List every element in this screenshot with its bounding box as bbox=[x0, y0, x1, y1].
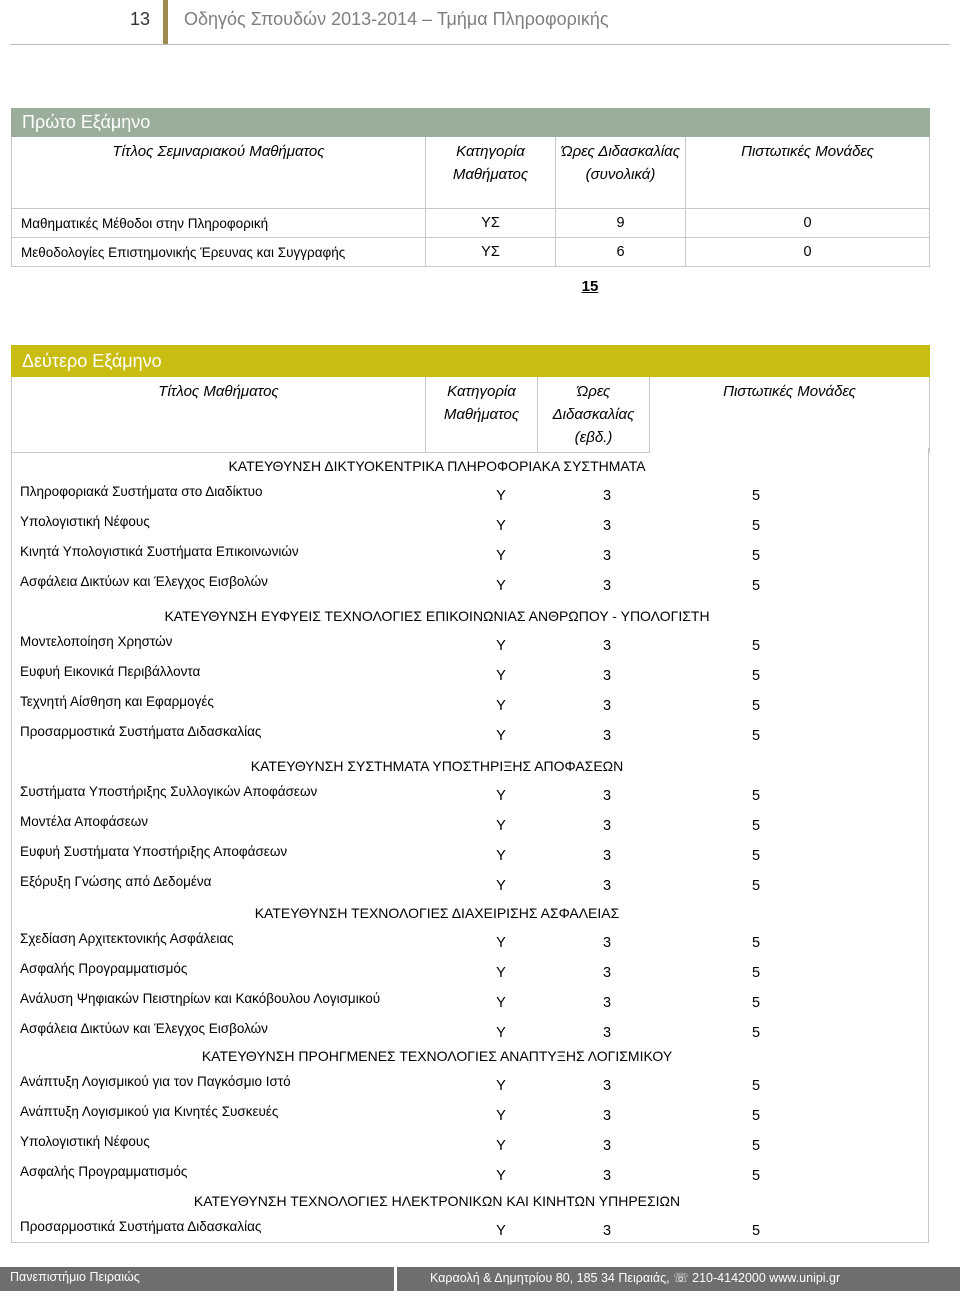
course-category: Υ bbox=[496, 728, 506, 744]
course-category: Υ bbox=[496, 935, 506, 951]
course-ects: 5 bbox=[751, 638, 761, 654]
header-divider bbox=[163, 0, 168, 44]
course-ects: 5 bbox=[751, 1108, 761, 1124]
course-hours: 3 bbox=[602, 848, 612, 864]
course-title: Μοντελοποίηση Χρηστών bbox=[20, 634, 173, 649]
course-ects: 5 bbox=[751, 848, 761, 864]
course-hours: 9 bbox=[556, 209, 686, 238]
course-category: Υ bbox=[496, 698, 506, 714]
course-ects: 5 bbox=[751, 818, 761, 834]
course-title: Ασφαλής Προγραμματισμός bbox=[20, 961, 188, 976]
column-header-title: Τίτλος Σεμιναριακού Μαθήματος bbox=[12, 137, 426, 209]
course-ects: 5 bbox=[751, 578, 761, 594]
course-title: Ανάπτυξη Λογισμικού για τον Παγκόσμιο Ιστό bbox=[20, 1074, 291, 1089]
course-category: Υ bbox=[496, 488, 506, 504]
course-hours: 3 bbox=[602, 1223, 612, 1239]
column-header-title: Τίτλος Μαθήματος bbox=[12, 377, 426, 453]
direction-heading: ΚΑΤΕΥΘΥΝΣΗ ΤΕΧΝΟΛΟΓΙΕΣ ΗΛΕΚΤΡΟΝΙΚΩΝ ΚΑΙ ΚΙΝΗΤΩΝ ΥΠΗΡΕΣΙΩΝ bbox=[193, 1193, 681, 1209]
direction-heading: ΚΑΤΕΥΘΥΝΣΗ ΕΥΦΥΕΙΣ ΤΕΧΝΟΛΟΓΙΕΣ ΕΠΙΚΟΙΝΩΝΙΑΣ ΑΝΘΡΩΠΟΥ - ΥΠΟΛΟΓΙΣΤΗ bbox=[164, 608, 710, 624]
course-ects: 5 bbox=[751, 935, 761, 951]
course-title: Υπολογιστική Νέφους bbox=[20, 514, 150, 529]
course-category: Υ bbox=[496, 995, 506, 1011]
course-category: Υ bbox=[496, 1138, 506, 1154]
course-hours: 6 bbox=[556, 238, 686, 267]
course-title: Ασφαλής Προγραμματισμός bbox=[20, 1164, 188, 1179]
course-category: Υ bbox=[496, 668, 506, 684]
column-header-hours: Ώρες Διδασκαλίας (συνολικά) bbox=[556, 137, 686, 209]
second-semester-table bbox=[11, 345, 930, 453]
course-hours: 3 bbox=[602, 878, 612, 894]
second-semester-courses bbox=[11, 448, 929, 1243]
course-ects: 5 bbox=[751, 1025, 761, 1041]
course-ects: 5 bbox=[751, 995, 761, 1011]
course-category: Υ bbox=[496, 518, 506, 534]
footer-contact: Καραολή & Δημητρίου 80, 185 34 Πειραιάς, ☏ 210-4142000 www.unipi.gr bbox=[430, 1271, 841, 1285]
course-hours: 3 bbox=[602, 488, 612, 504]
column-header-category: Κατηγορία Μαθήματος bbox=[426, 137, 556, 209]
direction-heading: ΚΑΤΕΥΘΥΝΣΗ ΔΙΚΤΥΟΚΕΝΤΡΙΚΑ ΠΛΗΡΟΦΟΡΙΑΚΑ ΣΥΣΤΗΜΑΤΑ bbox=[228, 458, 646, 474]
course-ects: 5 bbox=[751, 698, 761, 714]
course-hours: 3 bbox=[602, 728, 612, 744]
course-category: ΥΣ bbox=[426, 238, 556, 267]
course-hours: 3 bbox=[602, 518, 612, 534]
course-title: Εξόρυξη Γνώσης από Δεδομένα bbox=[20, 874, 212, 889]
course-category: Υ bbox=[496, 1168, 506, 1184]
course-ects: 5 bbox=[751, 668, 761, 684]
course-category: Υ bbox=[496, 818, 506, 834]
course-ects: 5 bbox=[751, 488, 761, 504]
table-row bbox=[12, 238, 930, 267]
course-category: Υ bbox=[496, 1025, 506, 1041]
course-hours: 3 bbox=[602, 995, 612, 1011]
course-category: ΥΣ bbox=[426, 209, 556, 238]
course-title: Συστήματα Υποστήριξης Συλλογικών Αποφάσεων bbox=[20, 784, 318, 799]
direction-heading: ΚΑΤΕΥΘΥΝΣΗ ΠΡΟΗΓΜΕΝΕΣ ΤΕΧΝΟΛΟΓΙΕΣ ΑΝΑΠΤΥΞΗΣ ΛΟΓΙΣΜΙΚΟΥ bbox=[201, 1048, 673, 1064]
course-title: Κινητά Υπολογιστικά Συστήματα Επικοινωνιών bbox=[20, 544, 299, 559]
course-ects: 5 bbox=[751, 518, 761, 534]
course-ects: 5 bbox=[751, 1078, 761, 1094]
course-hours: 3 bbox=[602, 1025, 612, 1041]
course-hours: 3 bbox=[602, 668, 612, 684]
course-title: Μεθοδολογίες Επιστημονικής Έρευνας και Συγγραφής bbox=[12, 238, 426, 267]
course-category: Υ bbox=[496, 1223, 506, 1239]
course-hours: 3 bbox=[602, 1108, 612, 1124]
course-ects: 5 bbox=[751, 548, 761, 564]
direction-heading: ΚΑΤΕΥΘΥΝΣΗ ΤΕΧΝΟΛΟΓΙΕΣ ΔΙΑΧΕΙΡΙΣΗΣ ΑΣΦΑΛΕΙΑΣ bbox=[254, 905, 620, 921]
document-title: Οδηγός Σπουδών 2013-2014 – Τμήμα Πληροφορικής bbox=[184, 9, 609, 29]
course-ects: 5 bbox=[751, 878, 761, 894]
course-ects: 5 bbox=[751, 788, 761, 804]
course-category: Υ bbox=[496, 878, 506, 894]
course-hours: 3 bbox=[602, 1078, 612, 1094]
course-ects: 0 bbox=[686, 238, 930, 267]
course-title: Ευφυή Εικονικά Περιβάλλοντα bbox=[20, 664, 201, 679]
semester-title: Πρώτο Εξάμηνο bbox=[12, 109, 930, 137]
column-header-ects: Πιστωτικές Μονάδες bbox=[686, 137, 930, 209]
course-category: Υ bbox=[496, 788, 506, 804]
course-title: Ευφυή Συστήματα Υποστήριξης Αποφάσεων bbox=[20, 844, 288, 859]
course-title: Ασφάλεια Δικτύων και Έλεγχος Εισβολών bbox=[20, 574, 268, 589]
course-title: Μοντέλα Αποφάσεων bbox=[20, 814, 149, 829]
course-hours: 3 bbox=[602, 638, 612, 654]
course-hours: 3 bbox=[602, 578, 612, 594]
course-hours: 3 bbox=[602, 788, 612, 804]
course-title: Ανάλυση Ψηφιακών Πειστηρίων και Κακόβουλου Λογισμικού bbox=[20, 991, 381, 1006]
column-header-category: Κατηγορία Μαθήματος bbox=[426, 377, 538, 453]
course-category: Υ bbox=[496, 848, 506, 864]
course-title: Προσαρμοστικά Συστήματα Διδασκαλίας bbox=[20, 724, 262, 739]
course-hours: 3 bbox=[602, 548, 612, 564]
course-hours: 3 bbox=[602, 965, 612, 981]
course-hours: 3 bbox=[602, 698, 612, 714]
course-ects: 5 bbox=[751, 1138, 761, 1154]
course-category: Υ bbox=[496, 638, 506, 654]
course-ects: 5 bbox=[751, 1223, 761, 1239]
page-footer bbox=[0, 1267, 960, 1291]
course-title: Υπολογιστική Νέφους bbox=[20, 1134, 150, 1149]
direction-heading: ΚΑΤΕΥΘΥΝΣΗ ΣΥΣΤΗΜΑΤΑ ΥΠΟΣΤΗΡΙΞΗΣ ΑΠΟΦΑΣΕΩΝ bbox=[250, 758, 624, 774]
first-semester-table bbox=[11, 108, 930, 267]
course-title: Προσαρμοστικά Συστήματα Διδασκαλίας bbox=[20, 1219, 262, 1234]
course-ects: 5 bbox=[751, 728, 761, 744]
course-title: Ασφάλεια Δικτύων και Έλεγχος Εισβολών bbox=[20, 1021, 268, 1036]
course-category: Υ bbox=[496, 1078, 506, 1094]
semester-title: Δεύτερο Εξάμηνο bbox=[12, 346, 930, 377]
course-hours: 3 bbox=[602, 1168, 612, 1184]
footer-university: Πανεπιστήμιο Πειραιώς bbox=[10, 1270, 140, 1284]
page-number: 13 bbox=[129, 9, 150, 29]
total-hours: 15 bbox=[581, 278, 599, 295]
course-title: Ανάπτυξη Λογισμικού για Κινητές Συσκευές bbox=[20, 1104, 279, 1119]
course-ects: 5 bbox=[751, 1168, 761, 1184]
course-title: Πληροφοριακά Συστήματα στο Διαδίκτυο bbox=[20, 484, 263, 499]
course-title: Τεχνητή Αίσθηση και Εφαρμογές bbox=[20, 694, 214, 709]
course-category: Υ bbox=[496, 578, 506, 594]
course-title: Μαθηματικές Μέθοδοι στην Πληροφορική bbox=[12, 209, 426, 238]
column-header-ects: Πιστωτικές Μονάδες bbox=[650, 377, 930, 453]
course-ects: 0 bbox=[686, 209, 930, 238]
table-row bbox=[12, 209, 930, 238]
course-category: Υ bbox=[496, 1108, 506, 1124]
course-hours: 3 bbox=[602, 818, 612, 834]
course-category: Υ bbox=[496, 548, 506, 564]
column-header-hours: Ώρες Διδασκαλίας (εβδ.) bbox=[538, 377, 650, 453]
course-hours: 3 bbox=[602, 935, 612, 951]
course-title: Σχεδίαση Αρχιτεκτονικής Ασφάλειας bbox=[20, 931, 234, 946]
course-category: Υ bbox=[496, 965, 506, 981]
footer-divider bbox=[394, 1267, 397, 1291]
course-ects: 5 bbox=[751, 965, 761, 981]
course-hours: 3 bbox=[602, 1138, 612, 1154]
page-header bbox=[10, 0, 950, 45]
